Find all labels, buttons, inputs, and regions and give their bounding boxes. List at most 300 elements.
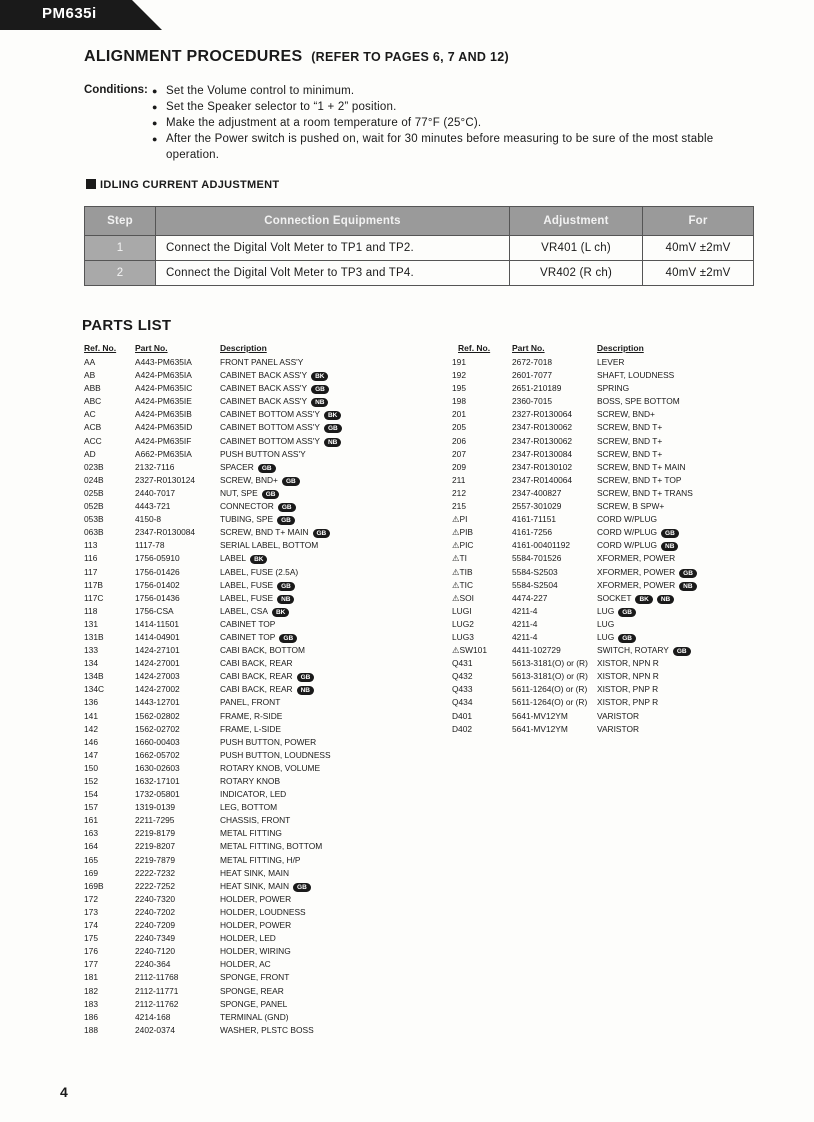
region-badge: GB <box>277 516 295 525</box>
description-text: SCREW, BND T+ TRANS <box>597 487 693 498</box>
description <box>597 500 664 513</box>
description-text: METAL FITTING <box>220 828 282 839</box>
list-item <box>0 657 800 670</box>
ref-no: 211 <box>452 474 466 485</box>
part-no: 2347-R0130062 <box>512 435 573 446</box>
part-no: A424-PM635IE <box>135 396 192 407</box>
part-no: 2219-8207 <box>135 841 176 852</box>
part-no: 1756-01426 <box>135 566 180 577</box>
description-text: HEAT SINK, MAIN <box>220 867 290 878</box>
description-text: CABINET TOP <box>220 631 276 642</box>
left-col-desc-header: Description <box>220 343 267 353</box>
description <box>597 448 662 461</box>
description-text: METAL FITTING, BOTTOM <box>220 841 323 852</box>
conditions-list <box>152 83 762 163</box>
description <box>597 408 655 421</box>
ref-no: 164 <box>84 841 98 852</box>
ref-no: D401 <box>452 710 473 721</box>
list-item <box>0 998 440 1011</box>
description <box>220 749 331 762</box>
part-no: 2222-7232 <box>135 867 176 878</box>
ref-no: 175 <box>84 933 98 944</box>
description <box>220 736 316 749</box>
description <box>597 644 691 657</box>
part-no: 2240-364 <box>135 959 171 970</box>
connection-cell: Connect the Digital Volt Meter to TP1 and TP2. <box>156 236 510 261</box>
ref-no: 117 <box>84 566 98 577</box>
list-item <box>0 1011 440 1024</box>
description-text: LABEL, CSA <box>220 605 268 616</box>
part-no: 5641-MV12YM <box>512 723 568 734</box>
description-text: CHASSIS, FRONT <box>220 815 291 826</box>
description <box>597 710 639 723</box>
description <box>220 880 311 893</box>
description-text: LABEL, FUSE <box>220 579 274 590</box>
list-item <box>0 932 440 945</box>
part-no: A424-PM635IC <box>135 383 193 394</box>
ref-no: 172 <box>84 893 98 904</box>
description <box>220 945 291 958</box>
part-no: 5611-1264(O) or (R) <box>512 697 588 708</box>
ref-no: ⚠PIB <box>452 527 474 538</box>
ref-no: ⚠SW101 <box>452 645 487 656</box>
description-text: METAL FITTING, H/P <box>220 854 301 865</box>
part-no: 1756-01402 <box>135 579 180 590</box>
list-item <box>0 854 440 867</box>
description-text: XFORMER, POWER <box>597 579 676 590</box>
ref-no: ACB <box>84 422 102 433</box>
adjustment-cell: VR401 (L ch) <box>510 236 643 261</box>
description <box>597 618 614 631</box>
description <box>220 775 280 788</box>
ref-no: Q432 <box>452 671 473 682</box>
description-text: XFORMER, POWER <box>597 553 676 564</box>
description-text: LEVER <box>597 357 625 367</box>
part-no: 2347-R0130084 <box>135 527 196 538</box>
right-col-ref-header: Ref. No. <box>458 343 491 353</box>
description-text: SPONGE, PANEL <box>220 998 288 1009</box>
ref-no: ACC <box>84 435 102 446</box>
description-text: CABINET TOP <box>220 618 276 629</box>
description-text: CABINET BACK ASS'Y <box>220 396 308 407</box>
square-bullet-icon <box>86 179 96 189</box>
region-badge: NB <box>311 398 328 407</box>
ref-no: 133 <box>84 645 98 656</box>
list-item <box>0 356 800 369</box>
ref-no: Q433 <box>452 684 473 695</box>
description <box>220 932 276 945</box>
list-item <box>0 421 800 434</box>
part-no: 5641-MV12YM <box>512 710 568 721</box>
description-text: HOLDER, AC <box>220 959 271 970</box>
description-text: SPONGE, FRONT <box>220 972 290 983</box>
part-no: 2672-7018 <box>512 357 553 367</box>
region-badge: GB <box>293 883 311 892</box>
description-text: PANEL, FRONT <box>220 697 281 708</box>
list-item <box>0 840 440 853</box>
col-for: For <box>643 207 754 236</box>
description-text: SPONGE, REAR <box>220 985 284 996</box>
list-item <box>0 814 440 827</box>
part-no: 4211-4 <box>512 631 538 642</box>
description-text: SCREW, BND T+ TOP <box>597 474 682 485</box>
description <box>220 1024 314 1037</box>
part-no: 1756-05910 <box>135 553 180 564</box>
list-item <box>0 513 800 526</box>
part-no: 1117-78 <box>135 540 165 551</box>
ref-no: 117C <box>84 592 104 603</box>
list-item <box>0 749 440 762</box>
ref-no: 169B <box>84 880 104 891</box>
list-item <box>0 775 440 788</box>
description <box>220 919 291 932</box>
ref-no: 188 <box>84 1024 98 1035</box>
list-item <box>0 408 800 421</box>
description-text: PUSH BUTTON, POWER <box>220 736 317 747</box>
description-text: HOLDER, POWER <box>220 893 292 904</box>
description-text: SCREW, B SPW+ <box>597 501 665 512</box>
part-no: 1662-05702 <box>135 749 180 760</box>
description-text: SCREW, BND T+ MAIN <box>220 527 309 538</box>
part-no: 5611-1264(O) or (R) <box>512 684 588 695</box>
condition-item: ● Make the adjustment at a room temperature of 77°F (25°C). <box>152 115 762 131</box>
description <box>597 723 639 736</box>
description-text: VARISTOR <box>597 723 640 734</box>
description-text: ROTARY KNOB, VOLUME <box>220 762 321 773</box>
right-col-part-header: Part No. <box>512 343 545 353</box>
part-no: 4411-102729 <box>512 645 561 656</box>
part-no: 1630-02603 <box>135 762 180 773</box>
list-item <box>0 670 800 683</box>
ref-no: LUG3 <box>452 631 474 642</box>
description <box>597 670 659 683</box>
description-text: WASHER, PLSTC BOSS <box>220 1024 314 1035</box>
description-text: CABINET BACK ASS'Y <box>220 383 308 394</box>
description <box>597 435 662 448</box>
region-badge: NB <box>297 686 314 695</box>
list-item <box>0 683 800 696</box>
ref-no: 195 <box>452 383 466 394</box>
description-text: HEAT SINK, MAIN <box>220 880 290 891</box>
region-badge: NB <box>277 595 294 604</box>
ref-no: ⚠TIB <box>452 566 473 577</box>
ref-no: 165 <box>84 854 98 865</box>
description <box>597 605 636 618</box>
part-no: 1443-12701 <box>135 697 180 708</box>
ref-no: 146 <box>84 736 98 747</box>
description-text: SPRING <box>597 383 630 394</box>
description <box>597 369 674 382</box>
region-badge: GB <box>618 634 636 643</box>
description-text: LABEL, FUSE (2.5A) <box>220 566 299 577</box>
part-no: 2211-7295 <box>135 815 175 826</box>
list-item <box>0 723 800 736</box>
part-no: 1319-0139 <box>135 802 176 813</box>
description <box>597 395 680 408</box>
description-text: TUBING, SPE <box>220 514 274 525</box>
region-badge: GB <box>277 582 295 591</box>
description-text: CORD W/PLUG <box>597 540 658 551</box>
region-badge: GB <box>324 424 342 433</box>
part-no: 2360-7015 <box>512 396 553 407</box>
region-badge: NB <box>324 438 341 447</box>
description-text: FRAME, L-SIDE <box>220 723 281 734</box>
ref-no: ⚠SOI <box>452 592 474 603</box>
description <box>220 840 322 853</box>
list-item <box>0 526 800 539</box>
ref-no: 173 <box>84 906 98 917</box>
ref-no: 154 <box>84 789 98 800</box>
conditions-label: Conditions: <box>84 84 148 96</box>
adjustment-cell: VR402 (R ch) <box>510 261 643 286</box>
list-item <box>0 461 800 474</box>
description-text: FRONT PANEL ASS'Y <box>220 357 304 367</box>
part-no: 4443-721 <box>135 501 171 512</box>
part-no: 2240-7349 <box>135 933 176 944</box>
description-text: HOLDER, WIRING <box>220 946 291 957</box>
ref-no: 113 <box>84 540 98 551</box>
ref-no: 152 <box>84 776 98 786</box>
region-badge: BK <box>635 595 652 604</box>
parts-list-right <box>0 356 800 736</box>
description-text: HOLDER, LOUDNESS <box>220 906 306 917</box>
part-no: 2327-R0130124 <box>135 474 196 485</box>
part-no: 2112-11762 <box>135 998 179 1009</box>
ref-no: 205 <box>452 422 466 433</box>
part-no: 1424-27002 <box>135 684 180 695</box>
description-text: SCREW, BND+ <box>220 474 278 485</box>
part-no: 2347-R0130102 <box>512 461 573 472</box>
list-item <box>0 487 800 500</box>
left-col-part-header: Part No. <box>135 343 168 353</box>
part-no: 2327-R0130064 <box>512 409 573 420</box>
description <box>597 526 679 539</box>
description-text: SOCKET <box>597 592 632 603</box>
description <box>597 631 636 644</box>
description-text: CABINET BOTTOM ASS'Y <box>220 435 320 446</box>
description <box>220 762 320 775</box>
list-item <box>0 919 440 932</box>
description-text: CORD W/PLUG <box>597 527 658 538</box>
region-badge: GB <box>262 490 280 499</box>
description-text: VARISTOR <box>597 710 640 721</box>
list-item <box>0 1024 440 1037</box>
ref-no: 183 <box>84 998 98 1009</box>
list-item <box>0 395 800 408</box>
description-text: CORD W/PLUG <box>597 514 658 525</box>
part-no: 2132-7116 <box>135 461 175 472</box>
description-text: XISTOR, PNP R <box>597 697 659 708</box>
part-no: 2347-R0130084 <box>512 448 573 459</box>
description <box>220 827 282 840</box>
list-item <box>0 958 440 971</box>
part-no: 4161-00401192 <box>512 540 571 551</box>
list-item <box>0 539 800 552</box>
ref-no: 176 <box>84 946 98 957</box>
part-no: 2440-7017 <box>135 487 176 498</box>
list-item <box>0 369 800 382</box>
connection-cell: Connect the Digital Volt Meter to TP3 and TP4. <box>156 261 510 286</box>
description-text: INDICATOR, LED <box>220 789 287 800</box>
description-text: LABEL, FUSE <box>220 592 274 603</box>
part-no: 5584-701526 <box>512 553 562 564</box>
part-no: A443-PM635IA <box>135 357 192 367</box>
ref-no: 142 <box>84 723 98 734</box>
part-no: 4150-8 <box>135 514 162 525</box>
list-item <box>0 827 440 840</box>
description-text: LUG <box>597 605 615 616</box>
description-text: CABINET BOTTOM ASS'Y <box>220 422 320 433</box>
part-no: 1562-02802 <box>135 710 180 721</box>
ref-no: 207 <box>452 448 466 459</box>
region-badge: GB <box>311 385 329 394</box>
left-col-ref-header: Ref. No. <box>84 343 117 353</box>
ref-no: 186 <box>84 1011 98 1022</box>
part-no: 4474-227 <box>512 592 548 603</box>
description <box>597 592 674 605</box>
ref-no: 117B <box>84 579 103 590</box>
model-name: PM635i <box>42 5 97 22</box>
part-no: 2557-301029 <box>512 501 562 512</box>
ref-no: AB <box>84 370 96 381</box>
condition-item: ● After the Power switch is pushed on, wait for 30 minutes before measuring to be sure of the most stable operation. <box>152 131 762 163</box>
part-no: 1756-CSA <box>135 605 174 616</box>
description <box>597 513 657 526</box>
description-text: TERMINAL (GND) <box>220 1011 289 1022</box>
list-item <box>0 500 800 513</box>
description-text: CABI BACK, REAR <box>220 658 293 669</box>
table-row <box>85 236 754 261</box>
idling-heading <box>86 179 279 191</box>
list-item <box>0 985 440 998</box>
part-no: 2112-11771 <box>135 985 179 996</box>
list-item <box>0 945 440 958</box>
part-no: A662-PM635IA <box>135 448 192 459</box>
ref-no: 063B <box>84 527 104 538</box>
part-no: 2601-7077 <box>512 370 553 381</box>
ref-no: 192 <box>452 370 466 381</box>
description <box>597 421 662 434</box>
ref-no: 150 <box>84 762 98 773</box>
part-no: 4211-4 <box>512 618 538 629</box>
idling-heading-text: IDLING CURRENT ADJUSTMENT <box>100 179 280 191</box>
description-text: SCREW, BND T+ MAIN <box>597 461 686 472</box>
list-item <box>0 448 800 461</box>
description-text: LUG <box>597 618 615 629</box>
part-no: 4214-168 <box>135 1011 171 1022</box>
list-item <box>0 605 800 618</box>
ref-no: AA <box>84 357 96 367</box>
list-item <box>0 382 800 395</box>
part-no: 1732-05801 <box>135 789 180 800</box>
part-no: 4161-7256 <box>512 527 553 538</box>
ref-no: ⚠TIC <box>452 579 473 590</box>
description-text: XISTOR, NPN R <box>597 658 659 669</box>
ref-no: AC <box>84 409 96 420</box>
list-item <box>0 592 800 605</box>
part-no: A424-PM635IA <box>135 370 192 381</box>
list-item <box>0 631 800 644</box>
list-item <box>0 736 440 749</box>
ref-no: 177 <box>84 959 98 970</box>
ref-no: LUG2 <box>452 618 474 629</box>
description-text: CABI BACK, REAR <box>220 684 293 695</box>
part-no: 2112-11768 <box>135 972 179 983</box>
description <box>220 958 271 971</box>
ref-no: 163 <box>84 828 98 839</box>
region-badge: NB <box>657 595 674 604</box>
ref-no: Q431 <box>452 658 473 669</box>
list-item <box>0 880 440 893</box>
ref-no: 116 <box>84 553 98 564</box>
region-badge: BK <box>272 608 289 617</box>
region-badge: GB <box>673 647 691 656</box>
part-no: 2651-210189 <box>512 383 562 394</box>
description-text: LABEL <box>220 553 247 564</box>
ref-no: 182 <box>84 985 98 996</box>
description-text: HOLDER, LED <box>220 933 276 944</box>
description-text: SCREW, BND T+ <box>597 422 663 433</box>
col-connection: Connection Equipments <box>156 207 510 236</box>
description-text: SCREW, BND T+ <box>597 448 663 459</box>
for-cell: 40mV ±2mV <box>643 261 754 286</box>
part-no: 5613-3181(O) or (R) <box>512 658 588 669</box>
list-item <box>0 788 440 801</box>
part-no: 1424-27001 <box>135 658 180 669</box>
part-no: 1424-27101 <box>135 645 180 656</box>
part-no: 2240-7202 <box>135 906 176 917</box>
step-cell: 1 <box>85 236 156 261</box>
part-no: 2347-R0140064 <box>512 474 573 485</box>
ref-no: ABB <box>84 383 101 394</box>
description-text: SCREW, BND+ <box>597 409 655 420</box>
description <box>220 801 277 814</box>
description <box>220 906 306 919</box>
ref-no: 131B <box>84 631 104 642</box>
part-no: 2240-7320 <box>135 893 176 904</box>
description <box>220 854 301 867</box>
part-no: 1562-02702 <box>135 723 180 734</box>
ref-no: 212 <box>452 487 466 498</box>
list-item <box>0 762 440 775</box>
region-badge: GB <box>297 673 315 682</box>
ref-no: ⚠TI <box>452 553 467 564</box>
description <box>597 579 697 592</box>
description-text: SWITCH, ROTARY <box>597 645 669 656</box>
description-text: BOSS, SPE BOTTOM <box>597 396 680 407</box>
part-no: 5584-S2504 <box>512 579 558 590</box>
description-text: CONNECTOR <box>220 501 274 512</box>
ref-no: ⚠PI <box>452 514 468 525</box>
ref-no: 147 <box>84 749 98 760</box>
condition-item: ● Set the Volume control to minimum. <box>152 83 762 99</box>
region-badge: GB <box>679 569 697 578</box>
description-text: FRAME, R-SIDE <box>220 710 283 721</box>
ref-no: 181 <box>84 972 98 983</box>
ref-no: 118 <box>84 605 98 616</box>
part-no: 2240-7120 <box>135 946 176 957</box>
ref-no: ABC <box>84 396 102 407</box>
ref-no: 191 <box>452 357 466 367</box>
description <box>220 788 286 801</box>
description <box>220 971 289 984</box>
ref-no: 136 <box>84 697 98 708</box>
list-item <box>0 867 440 880</box>
part-no: 2219-7879 <box>135 854 176 865</box>
ref-no: 215 <box>452 501 466 512</box>
list-item <box>0 644 800 657</box>
part-no: 4161-71151 <box>512 514 557 525</box>
